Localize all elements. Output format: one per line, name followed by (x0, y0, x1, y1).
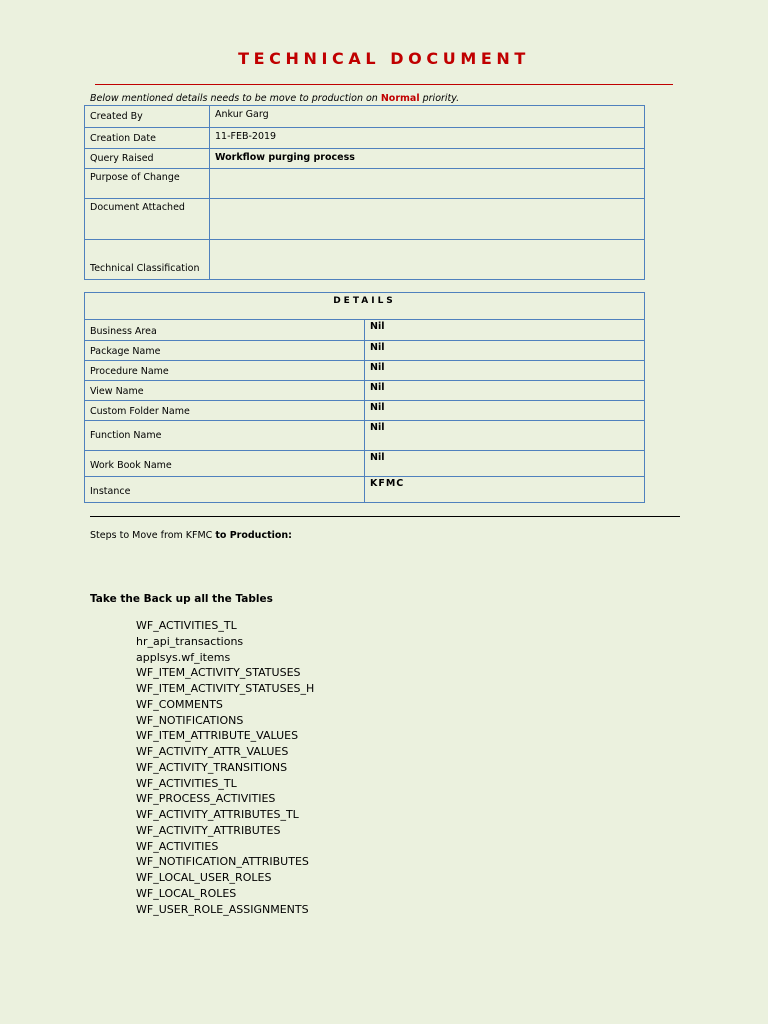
detail-label-work-book-name: Work Book Name (85, 451, 365, 477)
list-item: WF_ITEM_ATTRIBUTE_VALUES (136, 729, 299, 743)
detail-label-custom-folder-name: Custom Folder Name (85, 401, 365, 421)
steps-prefix: Steps to Move from KFMC (90, 530, 216, 541)
list-item: WF_COMMENTS (136, 697, 223, 711)
info-label-creation-date: Creation Date (85, 128, 210, 149)
list-item: WF_LOCAL_ROLES (136, 886, 237, 900)
table-row (85, 451, 645, 477)
table-row (85, 199, 645, 240)
info-label-technical-classification: Technical Classification (85, 240, 210, 280)
detail-label-function-name: Function Name (85, 421, 365, 451)
list-item: WF_ITEM_ACTIVITY_STATUSES (136, 666, 301, 680)
section-divider (90, 516, 680, 517)
detail-label-instance: Instance (85, 477, 365, 503)
intro-suffix: priority. (419, 93, 460, 104)
list-item: applsys.wf_items (136, 650, 231, 664)
info-value-technical-classification (210, 240, 645, 280)
list-item: WF_ACTIVITIES (136, 839, 219, 853)
info-value-purpose (210, 169, 645, 199)
detail-label-business-area: Business Area (85, 320, 365, 341)
list-item: WF_LOCAL_USER_ROLES (136, 871, 272, 884)
info-table (84, 105, 645, 280)
info-value-query-raised: Workflow purging process (210, 149, 645, 169)
detail-value-instance: KFMC (365, 477, 645, 503)
title-underline (95, 84, 673, 85)
table-row (85, 128, 645, 149)
table-row (85, 421, 645, 451)
detail-value-business-area: Nil (365, 320, 645, 341)
priority-label: Normal (380, 93, 420, 104)
details-table (84, 292, 645, 503)
backup-table-list (136, 618, 314, 917)
info-value-document-attached (210, 199, 645, 240)
backup-heading: Take the Back up all the Tables (90, 593, 273, 605)
steps-heading (90, 530, 292, 541)
detail-label-package-name: Package Name (85, 341, 365, 361)
detail-value-work-book-name: Nil (365, 451, 645, 477)
detail-label-procedure-name: Procedure Name (85, 361, 365, 381)
info-label-created-by: Created By (85, 106, 210, 128)
list-item: WF_ITEM_ACTIVITY_STATUSES_H (136, 682, 315, 695)
table-row (85, 477, 645, 503)
list-item: WF_ACTIVITY_ATTRIBUTES (136, 823, 281, 837)
detail-value-custom-folder-name: Nil (365, 401, 645, 421)
list-item: WF_ACTIVITY_ATTR_VALUES (136, 745, 289, 758)
table-row (85, 341, 645, 361)
table-row (85, 149, 645, 169)
detail-value-package-name: Nil (365, 341, 645, 361)
document-title: TECHNICAL DOCUMENT (238, 49, 530, 68)
info-label-purpose: Purpose of Change (85, 169, 210, 199)
table-row (85, 320, 645, 341)
list-item: WF_ACTIVITIES_TL (136, 619, 237, 632)
table-row (85, 240, 645, 280)
list-item: WF_ACTIVITIES_TL (136, 776, 237, 790)
detail-value-procedure-name: Nil (365, 361, 645, 381)
table-row (85, 401, 645, 421)
table-row (85, 169, 645, 199)
info-label-document-attached: Document Attached (85, 199, 210, 240)
list-item: WF_PROCESS_ACTIVITIES (136, 792, 276, 806)
intro-prefix: Below mentioned details needs to be move to production on (90, 93, 381, 104)
steps-bold: to Production: (215, 530, 292, 541)
info-value-created-by: Ankur Garg (210, 106, 645, 128)
list-item: WF_NOTIFICATIONS (136, 713, 244, 727)
table-row (85, 361, 645, 381)
table-row (85, 381, 645, 401)
list-item: hr_api_transactions (136, 634, 244, 648)
info-value-creation-date: 11-FEB-2019 (210, 128, 645, 149)
table-row (85, 106, 645, 128)
list-item: WF_USER_ROLE_ASSIGNMENTS (136, 902, 309, 916)
info-label-query-raised: Query Raised (85, 149, 210, 169)
intro-text (90, 93, 459, 104)
list-item: WF_ACTIVITY_ATTRIBUTES_TL (136, 808, 299, 821)
detail-value-function-name: Nil (365, 421, 645, 451)
list-item: WF_NOTIFICATION_ATTRIBUTES (136, 855, 309, 869)
detail-label-view-name: View Name (85, 381, 365, 401)
table-row (85, 293, 645, 320)
list-item: WF_ACTIVITY_TRANSITIONS (136, 760, 288, 774)
detail-value-view-name: Nil (365, 381, 645, 401)
details-heading: DETAILS (85, 293, 645, 320)
